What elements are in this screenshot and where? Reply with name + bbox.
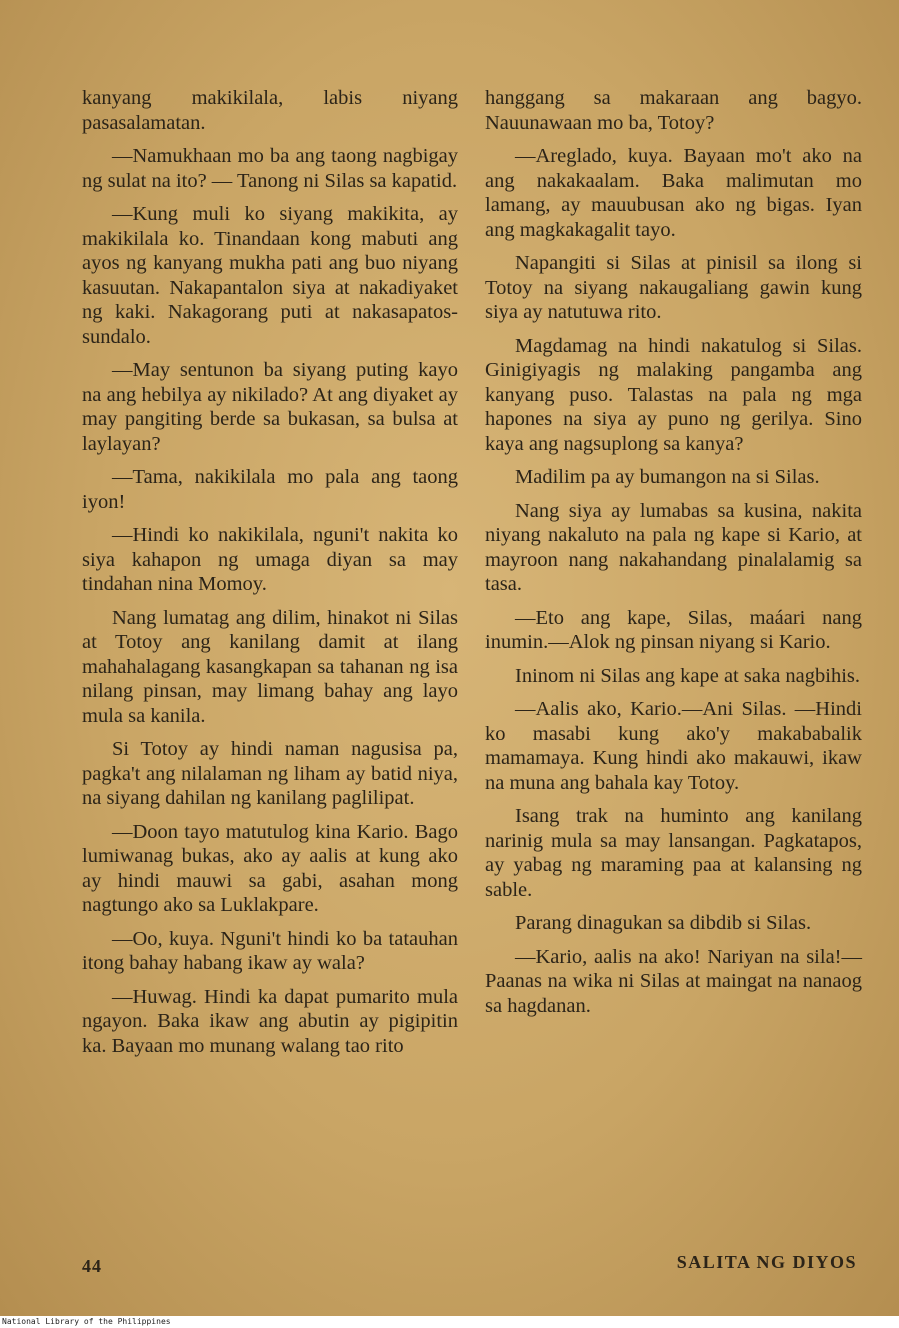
paragraph: —Hindi ko nakikilala, nguni't nakita ko siya kahapon ng umaga diyan sa may tindahan nina Momoy. — [82, 524, 458, 595]
library-credit: National Library of the Philippines — [0, 1316, 899, 1328]
paragraph: —Huwag. Hindi ka dapat pumarito mula ngayon. Baka ikaw ang abutin ay pigipitin ka. Bayaan mo munang walang tao rito — [82, 985, 458, 1057]
paragraph: —Eto ang kape, Silas, maáari nang inumin.—Alok ng pinsan niyang si Kario. — [485, 606, 862, 653]
paragraph: —Namukhaan mo ba ang taong nagbigay ng sulat na ito? — Tanong ni Silas sa kapatid. — [82, 145, 458, 192]
paragraph: Napangiti si Silas at pinisil sa ilong si Totoy na siyang nakaugaliang gawin kung siya ay natutuwa rito. — [485, 252, 862, 323]
paragraph: Ininom ni Silas ang kape at saka nagbihis. — [515, 664, 861, 687]
paragraph: Nang lumatag ang dilim, hinakot ni Silas at Totoy ang kanilang damit at ilang mahahalagang kasangkapan sa tahanan ng isa nilang pinsan, may limang bahay ang layo mula sa kanila. — [82, 606, 458, 727]
paragraph: —Oo, kuya. Nguni't hindi ko ba tatauhan itong bahay habang ikaw ay wala? — [82, 927, 458, 974]
left-text-column — [82, 86, 458, 1067]
paragraph: —Areglado, kuya. Bayaan mo't ako na ang nakakaalam. Baka malimutan mo lamang, ay mauubusan ako ng bigas. Iyan ang magkakagalit tayo. — [485, 145, 862, 241]
paragraph: Parang dinagukan sa dibdib si Silas. — [515, 912, 812, 934]
paragraph: Si Totoy ay hindi naman nagusisa pa, pagka't ang nilalaman ng liham ay batid niya, na siyang dahilan ng kanilang paglilipat. — [82, 738, 458, 809]
right-text-column — [485, 86, 862, 1027]
paragraph: —Doon tayo matutulog kina Kario. Bago lumiwanag bukas, ako ay aalis at kung ako ay hindi mauwi sa gabi, asahan mong nagtungo ako sa Luklakpare. — [82, 820, 458, 916]
paragraph: Nang siya ay lumabas sa kusina, nakita niyang nakaluto na pala ng kape si Kario, at mayroon nang nakahandang pinalalamig sa tasa. — [485, 499, 862, 595]
paragraph: Isang trak na huminto ang kanilang narinig mula sa may lansangan. Pagkatapos, ay yabag ng maraming paa at kalansing ng sable. — [485, 805, 862, 901]
paragraph: Madilim pa ay bumangon na si Silas. — [515, 466, 820, 488]
paragraph: —May sentunon ba siyang puting kayo na ang hebilya ay nikilado? At ang diyaket ay may pangiting berde sa bukasan, sa bulsa at laylayan? — [82, 359, 458, 455]
running-title: SALITA NG DIYOS — [676, 1252, 857, 1272]
paragraph: —Kario, aalis na ako! Nariyan na sila!—Paanas na wika ni Silas at maingat na nanaog sa hagdanan. — [485, 945, 862, 1017]
paragraph: Magdamag na hindi nakatulog si Silas. Ginigiyagis ng malaking pangamba ang kanyang puso. Talastas na pala ng mga hapones na siya ay puno ng gerilya. Sino kaya ang nagsuplong sa kanya? — [485, 334, 862, 455]
paragraph: —Aalis ako, Kario.—Ani Silas. —Hindi ko masabi kung ako'y makababalik mamamaya. Kung hindi ako makauwi, ikaw na muna ang bahala kay Totoy. — [485, 698, 862, 794]
paragraph: hanggang sa makaraan ang bagyo. Nauunawaan mo ba, Totoy? — [485, 87, 862, 134]
paragraph: kanyang makikilala, labis niyang pasasalamatan. — [82, 87, 458, 134]
paragraph: —Kung muli ko siyang makikita, ay makikilala ko. Tinandaan kong mabuti ang ayos ng kanyang mukha pati ang buo niyang kasuutan. Nakapantalon siya at nakadiyaket ng kaki. Nakagorang puti at nakasapatos-sundalo. — [82, 203, 458, 348]
page-number: 44 — [82, 1256, 102, 1276]
paragraph: —Tama, nakikilala mo pala ang taong iyon! — [82, 466, 458, 513]
